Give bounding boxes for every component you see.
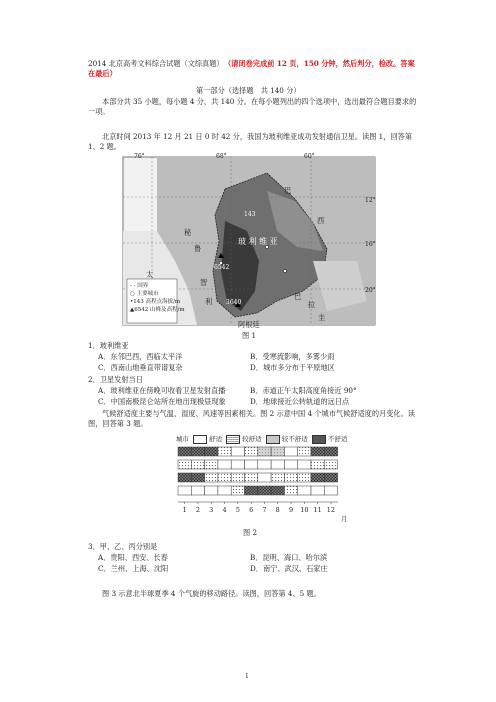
q3-intro: 气候舒适度主要与气温、湿度、风速等因素相关。图 2 示意中国 4 个城市气候舒适度的月变化。读图，回答第 3 题。 [88,409,415,428]
heat-cell-丙-6 [245,486,258,495]
heat-cell-丙-4 [218,486,231,495]
map-label-peru-1: 秘 [184,228,192,237]
x-tick-label: 8 [275,506,280,514]
map-label-chile-1: 智 [200,278,208,287]
heat-cell-乙-8 [271,473,284,482]
map-label-paraguay-1: 巴 [294,292,302,301]
x-tick-label: 5 [235,506,240,514]
heat-cell-北京-6 [245,447,258,456]
heat-cell-甲-3 [205,460,218,469]
q3-option-b[interactable]: B．昆明、海口、哈尔滨 [250,553,328,562]
heat-cell-北京-3 [205,447,218,456]
heat-cell-乙-7 [258,473,271,482]
map-label-argentina: 阿根廷 [238,320,260,329]
part1-title: 第一部分（选择题 共 140 分） [196,86,301,95]
heat-cell-甲-5 [231,460,244,469]
q45-intro: 图 3 示意北半球夏季 4 个气旋的移动路径。读图，回答第 4、5 题。 [102,589,321,598]
heat-cell-丙-7 [258,486,271,495]
q2-option-d[interactable]: D．地球接近公转轨道的远日点 [250,397,350,406]
legend-peak-sample: ▲6542 [130,307,149,313]
q12-intro: 北京时间 2013 年 12 月 21 日 0 时 42 分，我国为玻利维亚成功发射通信卫星。读图 1，回答第 1、2 题。 [88,132,413,151]
exam-note: （请闭卷完成前 12 页，150 分钟，然后判分，检改。答案在最后） [88,59,415,78]
heat-cell-丙-5 [231,486,244,495]
heat-cell-北京-1 [178,447,191,456]
legend-label-less: 较不舒适 [281,435,308,443]
heat-cell-丙-10 [298,486,311,495]
q2-option-b[interactable]: B．赤道正午太阳高度角接近 90° [250,386,357,395]
x-tick-label: 11 [313,506,322,514]
q1-option-b[interactable]: B．受寒流影响，多雾少雨 [250,352,335,361]
legend-border: - - 国界 [130,283,149,289]
heat-cell-甲-12 [324,460,337,469]
chart-legend-title: 城市 [176,435,189,443]
legend-label-comfortable: 舒适 [209,435,223,443]
map-label-brazil-2: 西 [317,216,325,225]
heat-cell-甲-6 [245,460,258,469]
legend-label-uncomfortable: 不舒适 [327,435,348,443]
heat-cell-丙-11 [311,486,324,495]
x-tick-label: 12 [326,506,336,514]
legend-border-label: 国界 [137,283,149,289]
comfort-chart [172,440,362,530]
x-tick-label: 4 [222,506,227,514]
heat-cell-北京-2 [191,447,204,456]
heat-cell-乙-2 [191,473,204,482]
heat-cell-乙-12 [324,473,337,482]
height-6542: 6542 [214,264,230,271]
q2-option-a[interactable]: A．玻利维亚在傍晚可收看卫星发射直播 [98,386,226,395]
heat-cell-甲-11 [311,460,324,469]
map-label-peru-2: 鲁 [194,244,202,253]
title-text: 2014 北京高考文科综合试题（文综真题） [88,59,224,68]
heatmap-cells [178,447,338,495]
heat-cell-北京-11 [311,447,324,456]
x-tick-label: 10 [300,506,309,514]
heat-cell-北京-9 [284,447,297,456]
height-143: 143 [244,211,256,218]
map-label-chile-2: 利 [205,297,213,306]
x-tick-label: 7 [262,506,267,514]
heat-cell-乙-5 [231,473,244,482]
figure2-caption: 图 2 [243,528,258,537]
heat-cell-甲-2 [191,460,204,469]
height-3640: 3640 [226,299,242,306]
q1-option-c[interactable]: C．西南山地垂直带谱复杂 [98,363,183,372]
x-axis-unit: 月 [341,515,348,523]
heat-cell-北京-4 [218,447,231,456]
lat-label-16: 16° [365,241,376,248]
heat-cell-丙-8 [271,486,284,495]
part1-intro: 本部分共 35 小题，每小题 4 分，共 140 分。在每小题列出的四个选项中，选出最符合题目要求的一项。 [88,97,417,116]
lon-label-68: 68° [216,153,227,160]
q2-option-c[interactable]: C．中国南极昆仑站所在地出现极昼现象 [98,397,226,406]
q1-stem: 1．玻利维亚 [88,341,129,350]
heat-cell-乙-3 [205,473,218,482]
map-label-ocean: 太 [146,270,154,279]
q3-stem: 3．甲、乙、丙分别是 [88,542,158,551]
heat-cell-甲-7 [258,460,271,469]
q1-option-d[interactable]: D．城市多分布于平原地区 [250,363,335,372]
heat-cell-乙-10 [298,473,311,482]
heat-cell-北京-5 [231,447,244,456]
heat-cell-北京-12 [324,447,337,456]
heat-cell-乙-9 [284,473,297,482]
x-tick-label: 3 [209,506,214,514]
heat-cell-丙-2 [191,486,204,495]
x-tick-label: 9 [288,506,294,514]
x-tick-label: 6 [249,506,254,514]
heat-cell-乙-6 [245,473,258,482]
heat-cell-甲-9 [284,460,297,469]
heat-cell-甲-1 [178,460,191,469]
legend-elevation-label: 高程点海拔/m [145,299,181,305]
legend-label-fairly: 较舒适 [242,435,262,443]
map-label-brazil-1: 巴 [284,186,292,195]
heat-cell-甲-8 [271,460,284,469]
page-number: 1 [245,673,249,680]
q1-option-a[interactable]: A．东邻巴西，西临太平洋 [98,352,183,361]
q2-stem: 2．卫星发射当日 [88,375,143,384]
map-label-paraguay-3: 圭 [318,313,326,322]
q3-option-c[interactable]: C．兰州、上海、沈阳 [98,564,169,573]
lon-label-60: 60° [304,153,315,160]
heat-cell-乙-11 [311,473,324,482]
map-legend [130,282,185,314]
heat-cell-丙-1 [178,486,191,495]
heat-cell-甲-4 [218,460,231,469]
heat-cell-乙-4 [218,473,231,482]
map-label-bolivia: 玻 利 维 亚 [238,237,278,246]
heat-cell-北京-10 [298,447,311,456]
x-axis-ticks [183,502,336,514]
x-tick-label: 2 [195,506,201,514]
heat-cell-丙-3 [205,486,218,495]
legend-city: ○ 主要城市 [130,291,159,297]
figure1-caption: 图 1 [242,331,257,340]
heat-cell-乙-1 [178,473,191,482]
legend-elevation: •143 高程点海拔/m [130,299,181,305]
heat-cell-丙-9 [284,486,297,495]
q3-option-a[interactable]: A．贵阳、西安、长春 [98,553,168,562]
lat-label-12: 12° [365,197,376,204]
x-tick-label: 1 [182,506,187,514]
legend-city-label: 主要城市 [136,291,159,297]
heat-cell-甲-10 [298,460,311,469]
legend-peak [130,306,185,314]
legend-peak-label: 山峰及高程/m [149,307,185,313]
heat-cell-北京-7 [258,447,271,456]
lon-label-76: 76° [134,153,145,160]
heat-cell-丙-12 [324,486,337,495]
q3-option-d[interactable]: D．南宁、武汉、石家庄 [250,564,328,573]
heat-cell-北京-8 [271,447,284,456]
lat-label-20: 20° [365,287,376,294]
map-label-paraguay-2: 拉 [308,300,316,309]
